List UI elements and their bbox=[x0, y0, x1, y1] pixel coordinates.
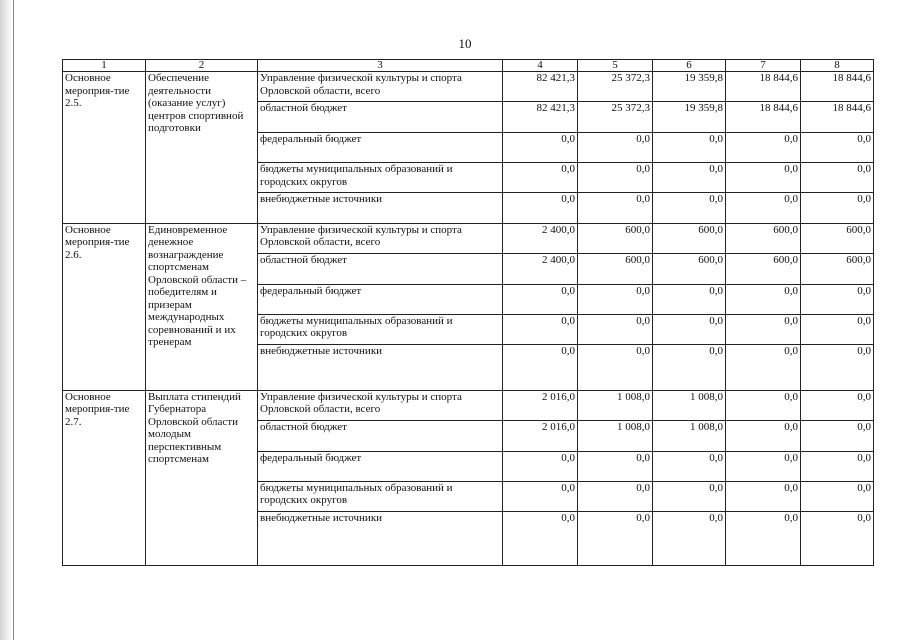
funding-source-cell: Управление физической культуры и спорта Орловской области, всего bbox=[258, 390, 503, 420]
amount-cell: 0,0 bbox=[726, 512, 801, 566]
event-name-cell: Обеспечение деятельности (оказание услуг) центров спортивной подготовки bbox=[146, 72, 258, 224]
amount-cell: 0,0 bbox=[503, 481, 578, 511]
amount-cell: 1 008,0 bbox=[653, 390, 726, 420]
funding-source-cell: областной бюджет bbox=[258, 254, 503, 284]
amount-cell: 0,0 bbox=[503, 132, 578, 162]
amount-cell: 2 400,0 bbox=[503, 223, 578, 253]
amount-cell: 0,0 bbox=[726, 284, 801, 314]
amount-cell: 0,0 bbox=[578, 451, 653, 481]
amount-cell: 0,0 bbox=[801, 390, 874, 420]
column-number: 5 bbox=[578, 60, 653, 72]
event-name-cell: Выплата стипендий Губернатора Орловской области молодым перспективным спортсменам bbox=[146, 390, 258, 565]
amount-cell: 0,0 bbox=[801, 314, 874, 344]
amount-cell: 0,0 bbox=[503, 284, 578, 314]
amount-cell: 0,0 bbox=[726, 314, 801, 344]
amount-cell: 1 008,0 bbox=[578, 390, 653, 420]
funding-source-cell: внебюджетные источники bbox=[258, 345, 503, 391]
amount-cell: 0,0 bbox=[503, 163, 578, 193]
event-number-cell: Основное мероприя-тие 2.7. bbox=[63, 390, 146, 565]
amount-cell: 0,0 bbox=[578, 314, 653, 344]
funding-source-cell: федеральный бюджет bbox=[258, 451, 503, 481]
amount-cell: 0,0 bbox=[578, 193, 653, 223]
amount-cell: 18 844,6 bbox=[726, 102, 801, 132]
amount-cell: 18 844,6 bbox=[726, 72, 801, 102]
amount-cell: 600,0 bbox=[653, 223, 726, 253]
amount-cell: 2 016,0 bbox=[503, 421, 578, 451]
funding-source-cell: Управление физической культуры и спорта Орловской области, всего bbox=[258, 72, 503, 102]
amount-cell: 0,0 bbox=[726, 451, 801, 481]
amount-cell: 1 008,0 bbox=[653, 421, 726, 451]
table-row bbox=[63, 72, 874, 102]
amount-cell: 0,0 bbox=[726, 345, 801, 391]
funding-source-cell: федеральный бюджет bbox=[258, 284, 503, 314]
amount-cell: 0,0 bbox=[578, 284, 653, 314]
amount-cell: 0,0 bbox=[653, 512, 726, 566]
amount-cell: 1 008,0 bbox=[578, 421, 653, 451]
amount-cell: 600,0 bbox=[726, 254, 801, 284]
column-number: 4 bbox=[503, 60, 578, 72]
amount-cell: 600,0 bbox=[801, 254, 874, 284]
event-number-cell: Основное мероприя-тие 2.6. bbox=[63, 223, 146, 390]
funding-source-cell: областной бюджет bbox=[258, 421, 503, 451]
amount-cell: 0,0 bbox=[726, 193, 801, 223]
amount-cell: 0,0 bbox=[801, 284, 874, 314]
funding-source-cell: бюджеты муниципальных образований и городских округов bbox=[258, 314, 503, 344]
column-number: 1 bbox=[63, 60, 146, 72]
amount-cell: 0,0 bbox=[653, 451, 726, 481]
amount-cell: 19 359,8 bbox=[653, 72, 726, 102]
amount-cell: 0,0 bbox=[726, 163, 801, 193]
amount-cell: 0,0 bbox=[653, 345, 726, 391]
amount-cell: 0,0 bbox=[503, 512, 578, 566]
amount-cell: 0,0 bbox=[726, 132, 801, 162]
amount-cell: 19 359,8 bbox=[653, 102, 726, 132]
event-name-cell: Единовременное денежное вознаграждение спортсменам Орловской области – победителям и призерам международных соревнований и их тренерам bbox=[146, 223, 258, 390]
amount-cell: 0,0 bbox=[726, 481, 801, 511]
column-number: 3 bbox=[258, 60, 503, 72]
amount-cell: 0,0 bbox=[801, 132, 874, 162]
amount-cell: 0,0 bbox=[653, 284, 726, 314]
budget-table bbox=[62, 59, 874, 566]
amount-cell: 0,0 bbox=[726, 390, 801, 420]
amount-cell: 600,0 bbox=[726, 223, 801, 253]
amount-cell: 82 421,3 bbox=[503, 102, 578, 132]
amount-cell: 0,0 bbox=[503, 451, 578, 481]
amount-cell: 600,0 bbox=[653, 254, 726, 284]
amount-cell: 600,0 bbox=[801, 223, 874, 253]
column-number: 7 bbox=[726, 60, 801, 72]
amount-cell: 0,0 bbox=[653, 193, 726, 223]
funding-source-cell: бюджеты муниципальных образований и городских округов bbox=[258, 163, 503, 193]
table-row bbox=[63, 223, 874, 253]
amount-cell: 82 421,3 bbox=[503, 72, 578, 102]
amount-cell: 0,0 bbox=[801, 193, 874, 223]
amount-cell: 600,0 bbox=[578, 223, 653, 253]
scan-edge-line bbox=[13, 0, 14, 640]
column-number: 6 bbox=[653, 60, 726, 72]
amount-cell: 0,0 bbox=[801, 345, 874, 391]
amount-cell: 25 372,3 bbox=[578, 72, 653, 102]
page-number: 10 bbox=[458, 36, 472, 51]
amount-cell: 0,0 bbox=[653, 163, 726, 193]
amount-cell: 0,0 bbox=[578, 163, 653, 193]
column-number: 2 bbox=[146, 60, 258, 72]
amount-cell: 0,0 bbox=[653, 481, 726, 511]
amount-cell: 0,0 bbox=[653, 132, 726, 162]
amount-cell: 2 016,0 bbox=[503, 390, 578, 420]
event-number-cell: Основное мероприя-тие 2.5. bbox=[63, 72, 146, 224]
amount-cell: 0,0 bbox=[503, 193, 578, 223]
funding-source-cell: Управление физической культуры и спорта Орловской области, всего bbox=[258, 223, 503, 253]
funding-source-cell: внебюджетные источники bbox=[258, 193, 503, 223]
funding-source-cell: бюджеты муниципальных образований и городских округов bbox=[258, 481, 503, 511]
amount-cell: 0,0 bbox=[503, 345, 578, 391]
amount-cell: 0,0 bbox=[578, 132, 653, 162]
amount-cell: 600,0 bbox=[578, 254, 653, 284]
amount-cell: 18 844,6 bbox=[801, 102, 874, 132]
amount-cell: 2 400,0 bbox=[503, 254, 578, 284]
amount-cell: 0,0 bbox=[503, 314, 578, 344]
funding-source-cell: областной бюджет bbox=[258, 102, 503, 132]
table-body bbox=[63, 72, 874, 566]
amount-cell: 0,0 bbox=[801, 421, 874, 451]
amount-cell: 0,0 bbox=[801, 512, 874, 566]
amount-cell: 0,0 bbox=[653, 314, 726, 344]
amount-cell: 0,0 bbox=[801, 163, 874, 193]
funding-source-cell: внебюджетные источники bbox=[258, 512, 503, 566]
amount-cell: 0,0 bbox=[578, 481, 653, 511]
column-number-row bbox=[63, 60, 874, 72]
amount-cell: 0,0 bbox=[801, 481, 874, 511]
column-number: 8 bbox=[801, 60, 874, 72]
amount-cell: 18 844,6 bbox=[801, 72, 874, 102]
table-row bbox=[63, 390, 874, 420]
amount-cell: 0,0 bbox=[726, 421, 801, 451]
funding-source-cell: федеральный бюджет bbox=[258, 132, 503, 162]
amount-cell: 0,0 bbox=[801, 451, 874, 481]
amount-cell: 25 372,3 bbox=[578, 102, 653, 132]
amount-cell: 0,0 bbox=[578, 512, 653, 566]
amount-cell: 0,0 bbox=[578, 345, 653, 391]
scan-edge-shadow bbox=[0, 0, 13, 640]
